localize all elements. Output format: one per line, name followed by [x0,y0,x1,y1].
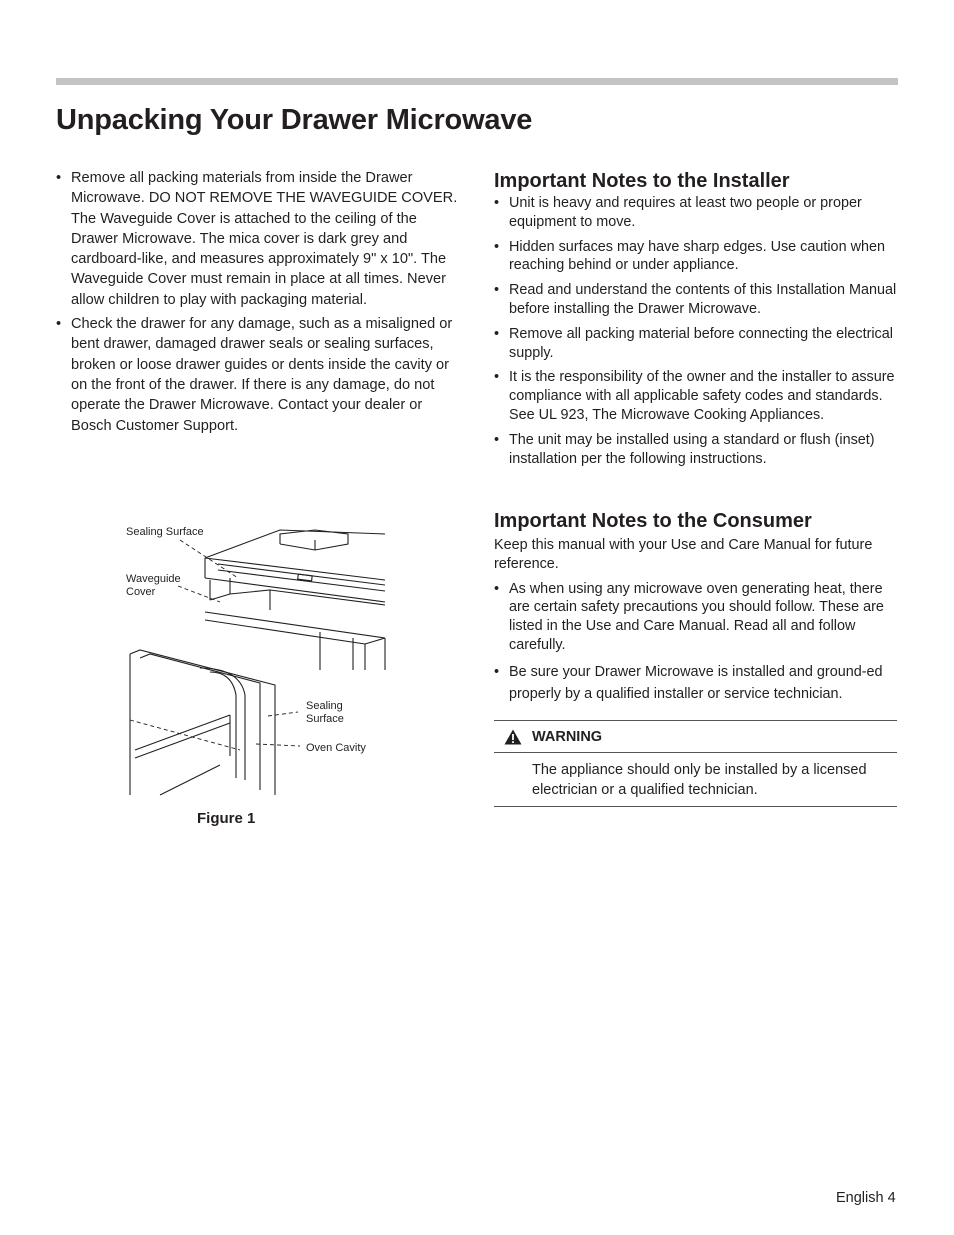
installer-list [494,194,898,468]
figure-caption: Figure 1 [197,810,256,827]
consumer-intro: Keep this manual with your Use and Care Manual for future reference. [494,537,873,572]
unpacking-list [56,168,464,436]
list-item: • Be sure your Drawer Microwave is installed and ground-ed properly by a qualified installer or service technician. [494,661,898,705]
left-column [56,168,464,440]
list-item: • Check the drawer for any damage, such as a misaligned or bent drawer, damaged drawer seals or sealing surfaces, broken or loose drawer guides or dents inside the cavity or on the front of the drawer. If there is any damage, do not operate the Drawer Microwave. Contact your dealer or Bosch Customer Support. [56,314,464,436]
label-waveguide-cover: Waveguide Cover [126,573,181,598]
label-sealing-surface-top: Sealing Surface [126,526,204,538]
list-item: • The unit may be installed using a standard or flush (inset) installation per the following instructions. [494,431,898,469]
label-sealing-surface-right: Sealing Surface [306,700,344,725]
page-number: English 4 [836,1190,896,1206]
figure-drawer-diagram [120,520,390,800]
list-item: • Remove all packing material before connecting the electrical supply. [494,325,898,363]
page-title: Unpacking Your Drawer Microwave [56,104,533,136]
list-item: • Unit is heavy and requires at least two people or proper equipment to move. [494,194,898,232]
installer-heading: Important Notes to the Installer [494,170,790,192]
top-rule [56,78,898,85]
warning-header [494,721,897,753]
warning-label: WARNING [532,729,603,745]
list-item: • Hidden surfaces may have sharp edges. Use caution when reaching behind or under appliance. [494,238,898,276]
list-item: • As when using any microwave oven generating heat, there are certain safety precautions you should follow. These are listed in the Use and Care Manual. Read all and follow carefully. [494,580,898,655]
label-oven-cavity: Oven Cavity [306,742,366,754]
list-item: • Read and understand the contents of this Installation Manual before installing the Drawer Microwave. [494,281,898,319]
warning-text: The appliance should only be installed by a licensed electrician or a qualified technician. [532,762,867,798]
list-item: • Remove all packing materials from inside the Drawer Microwave. DO NOT REMOVE THE WAVEGUIDE COVER. The Waveguide Cover is attached to the ceiling of the Drawer Microwave. The mica cover is dark grey and cardboard-like, and measures approximately 9" x 10". The Waveguide Cover must remain in place at all times. Never allow children to play with packaging material. [56,168,464,310]
drawer-microwave-illustration [120,520,390,800]
list-item: • It is the responsibility of the owner and the installer to assure compliance with all applicable safety codes and standards. See UL 923, The Microwave Cooking Appliances. [494,368,898,424]
warning-box [494,720,897,807]
consumer-list [494,580,898,705]
installer-section [494,168,898,474]
consumer-heading: Important Notes to the Consumer [494,510,812,532]
consumer-section [494,508,898,711]
warning-triangle-icon [504,729,522,745]
